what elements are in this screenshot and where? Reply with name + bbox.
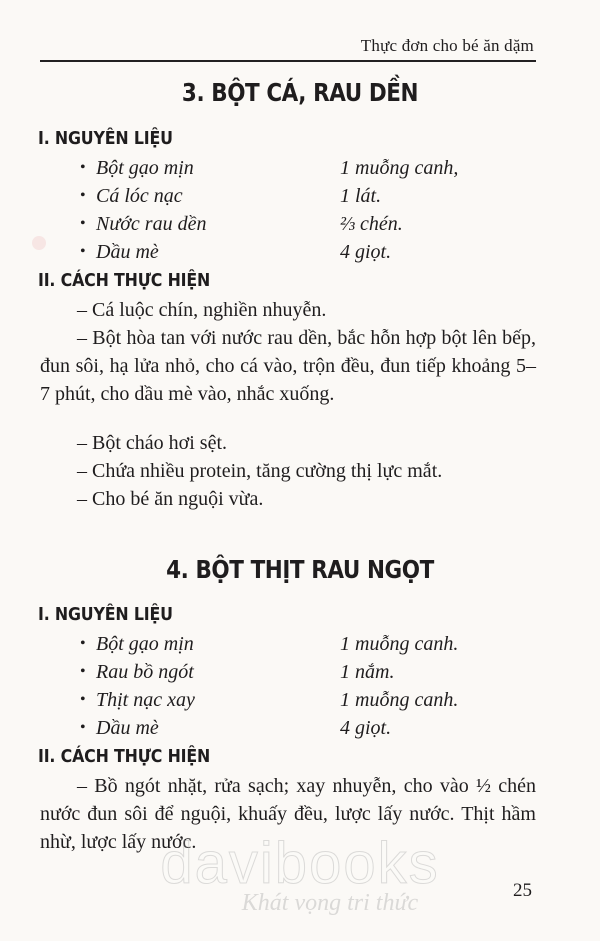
ingredient-item [80, 183, 540, 209]
recipe-title: 3. BỘT CÁ, RAU DỀN [181, 78, 419, 107]
ingredient-item [80, 715, 540, 741]
bullet-icon: • [80, 719, 86, 736]
bullet-icon: • [80, 691, 86, 708]
bullet-icon: • [80, 187, 86, 204]
ingredient-name: Dầu mè [96, 717, 159, 739]
recipe-title: 4. BỘT THỊT RAU NGỌT [166, 555, 434, 584]
bullet-icon: • [80, 635, 86, 652]
method-heading: II. CÁCH THỰC HIỆN [38, 746, 211, 767]
ingredient-qty: 4 giọt. [340, 241, 392, 263]
method-step: – Cá luộc chín, nghiền nhuyễn. [77, 299, 327, 321]
ingredient-item [80, 155, 540, 181]
method-step: – Cho bé ăn nguội vừa. [77, 488, 264, 510]
page-number: 25 [513, 880, 532, 901]
bullet-icon: • [80, 215, 86, 232]
ingredient-item [80, 631, 540, 657]
ingredient-qty: 1 muỗng canh, [340, 157, 459, 179]
ingredient-name: Rau bồ ngót [96, 661, 194, 683]
method-step: – Bột hòa tan với nước rau dền, bắc hỗn hợp bột lên bếp, đun sôi, hạ lửa nhỏ, cho cá vào, trộn đều, đun tiếp khoảng 5–7 phút, cho dầu mè vào, nhắc xuống. [40, 327, 536, 405]
ingredient-name: Nước rau dền [96, 213, 207, 235]
ingredient-qty: 1 nắm. [340, 661, 395, 683]
ingredient-item [80, 659, 540, 685]
watermark-tagline: Khát vọng tri thức [241, 890, 419, 916]
ingredient-name: Bột gạo mịn [96, 157, 194, 179]
running-header: Thực đơn cho bé ăn dặm [360, 36, 534, 55]
ingredients-heading: I. NGUYÊN LIỆU [38, 604, 173, 625]
ingredient-name: Cá lóc nạc [96, 185, 183, 207]
method-heading: II. CÁCH THỰC HIỆN [38, 270, 211, 291]
ingredient-qty: 1 lát. [340, 185, 382, 207]
ingredient-qty: ⅔ chén. [340, 213, 403, 235]
watermark-brand: davibooks [160, 831, 440, 896]
ingredient-qty: 4 giọt. [340, 717, 392, 739]
bullet-icon: • [80, 663, 86, 680]
ingredient-qty: 1 muỗng canh. [340, 633, 459, 655]
ingredient-item [80, 239, 540, 265]
method-step: – Chứa nhiều protein, tăng cường thị lực mắt. [77, 460, 443, 482]
header-rule [40, 60, 536, 62]
ingredient-item [80, 211, 540, 237]
method-step: – Bồ ngót nhặt, rửa sạch; xay nhuyễn, cho vào ½ chén nước đun sôi để nguội, khuấy đều, lược lấy nước. Thịt hầm nhừ, lược lấy nước. [40, 775, 536, 853]
bullet-icon: • [80, 159, 86, 176]
bullet-icon: • [80, 243, 86, 260]
ink-blot [32, 236, 46, 250]
ingredient-qty: 1 muỗng canh. [340, 689, 459, 711]
ingredient-name: Thịt nạc xay [96, 689, 195, 711]
ingredient-name: Bột gạo mịn [96, 633, 194, 655]
ingredient-item [80, 687, 540, 713]
method-step: – Bột cháo hơi sệt. [77, 432, 227, 454]
ingredient-name: Dầu mè [96, 241, 159, 263]
ingredients-heading: I. NGUYÊN LIỆU [38, 128, 173, 149]
